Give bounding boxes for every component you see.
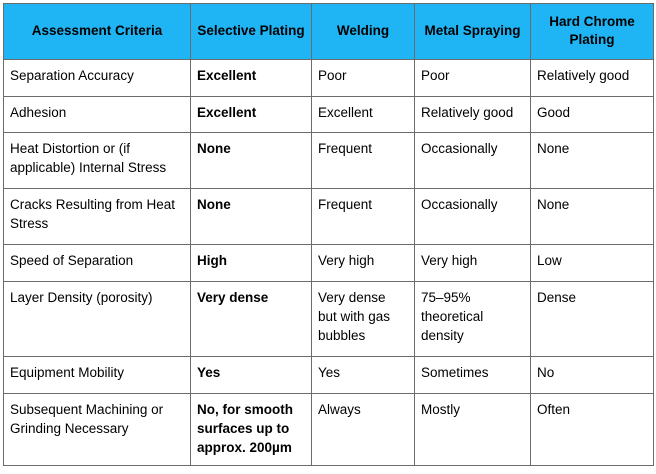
header-metal-spraying: Metal Spraying	[415, 4, 531, 60]
comparison-table-container	[3, 3, 654, 466]
hard-chrome-plating-cell: Low	[531, 245, 654, 282]
criteria-cell: Separation Accuracy	[4, 60, 191, 97]
hard-chrome-plating-cell: Good	[531, 97, 654, 133]
metal-spraying-cell: Poor	[415, 60, 531, 97]
hard-chrome-plating-cell: None	[531, 133, 654, 189]
selective-plating-cell: None	[191, 189, 312, 245]
table-row	[4, 394, 654, 466]
comparison-table	[3, 3, 654, 466]
header-row	[4, 4, 654, 60]
table-row	[4, 133, 654, 189]
metal-spraying-cell: 75–95% theoretical density	[415, 282, 531, 357]
header-hard-chrome-plating: Hard Chrome Plating	[531, 4, 654, 60]
selective-plating-cell: High	[191, 245, 312, 282]
header-selective-plating: Selective Plating	[191, 4, 312, 60]
table-row	[4, 60, 654, 97]
criteria-cell: Layer Density (porosity)	[4, 282, 191, 357]
welding-cell: Always	[312, 394, 415, 466]
metal-spraying-cell: Very high	[415, 245, 531, 282]
criteria-cell: Cracks Resulting from Heat Stress	[4, 189, 191, 245]
header-assessment-criteria: Assessment Criteria	[4, 4, 191, 60]
table-row	[4, 357, 654, 394]
table-row	[4, 282, 654, 357]
metal-spraying-cell: Sometimes	[415, 357, 531, 394]
selective-plating-cell: No, for smooth surfaces up to approx. 200µm	[191, 394, 312, 466]
criteria-cell: Subsequent Machining or Grinding Necessary	[4, 394, 191, 466]
selective-plating-cell: Excellent	[191, 97, 312, 133]
hard-chrome-plating-cell: Relatively good	[531, 60, 654, 97]
welding-cell: Excellent	[312, 97, 415, 133]
welding-cell: Very high	[312, 245, 415, 282]
welding-cell: Frequent	[312, 133, 415, 189]
metal-spraying-cell: Occasionally	[415, 133, 531, 189]
hard-chrome-plating-cell: None	[531, 189, 654, 245]
selective-plating-cell: None	[191, 133, 312, 189]
metal-spraying-cell: Occasionally	[415, 189, 531, 245]
metal-spraying-cell: Relatively good	[415, 97, 531, 133]
hard-chrome-plating-cell: No	[531, 357, 654, 394]
welding-cell: Frequent	[312, 189, 415, 245]
welding-cell: Poor	[312, 60, 415, 97]
criteria-cell: Adhesion	[4, 97, 191, 133]
criteria-cell: Speed of Separation	[4, 245, 191, 282]
selective-plating-cell: Yes	[191, 357, 312, 394]
selective-plating-cell: Very dense	[191, 282, 312, 357]
hard-chrome-plating-cell: Dense	[531, 282, 654, 357]
welding-cell: Very dense but with gas bubbles	[312, 282, 415, 357]
criteria-cell: Equipment Mobility	[4, 357, 191, 394]
table-row	[4, 245, 654, 282]
header-welding: Welding	[312, 4, 415, 60]
table-row	[4, 189, 654, 245]
metal-spraying-cell: Mostly	[415, 394, 531, 466]
criteria-cell: Heat Distortion or (if applicable) Internal Stress	[4, 133, 191, 189]
table-row	[4, 97, 654, 133]
hard-chrome-plating-cell: Often	[531, 394, 654, 466]
welding-cell: Yes	[312, 357, 415, 394]
selective-plating-cell: Excellent	[191, 60, 312, 97]
